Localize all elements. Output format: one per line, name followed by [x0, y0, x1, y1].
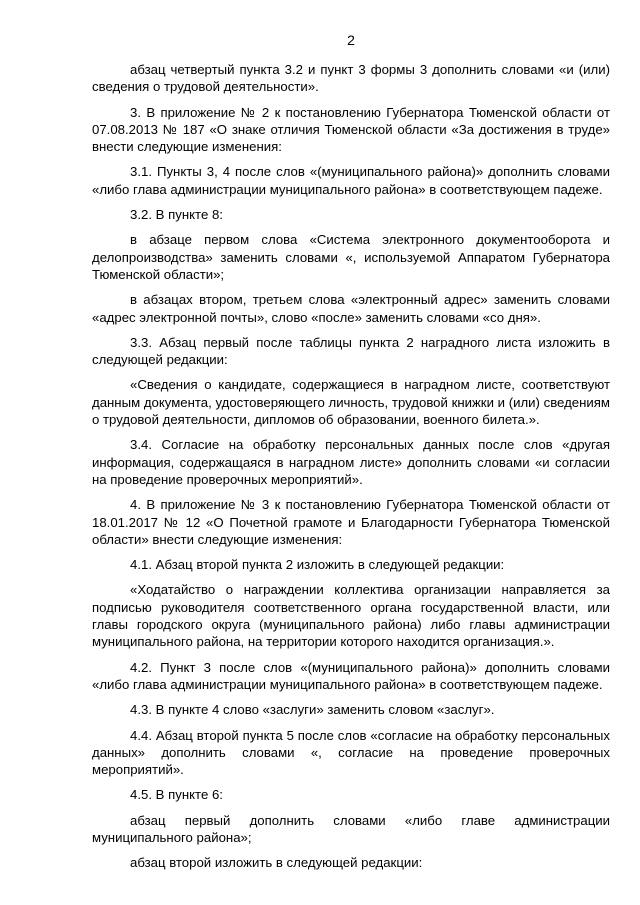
page-number: 2	[347, 32, 355, 48]
paragraph: 3.4. Согласие на обработку персональных данных после слов «другая информация, содержащаяся в наградном листе» дополнить словами «и согласии на проведение проверочных мероприятий».	[92, 437, 610, 487]
paragraph: «Сведения о кандидате, содержащиеся в наградном листе, соответствуют данным документа, удостоверяющего личность, трудовой книжки и (или) сведениям о трудовой деятельности, дипломов об образовании, военного билета.».	[92, 377, 610, 428]
paragraph: 4.5. В пункте 6:	[130, 787, 223, 803]
paragraph: 3.2. В пункте 8:	[130, 207, 223, 223]
paragraph: 3.1. Пункты 3, 4 после слов «(муниципального района)» дополнить словами «либо глава администрации муниципального района» в соответствующем падеже.	[92, 164, 610, 197]
paragraph: 4. В приложение № 3 к постановлению Губернатора Тюменской области от 18.01.2017 № 12 «О Почетной грамоте и Благодарности Губернатора Тюменской области» внести следующие изменения:	[92, 497, 610, 547]
paragraph: абзац первый дополнить словами «либо главе администрации муниципального района»;	[92, 812, 610, 845]
paragraph: в абзаце первом слова «Система электронного документооборота и делопроизводства» заменить словами «, используемой Аппаратом Губернатора Тюменской области»;	[92, 232, 610, 282]
paragraph: 4.2. Пункт 3 после слов «(муниципального района)» дополнить словами «либо глава администрации муниципального района» в соответствующем падеже.	[92, 659, 610, 692]
document-body	[92, 61, 610, 880]
paragraph: абзац четвертый пункта 3.2 и пункт 3 формы 3 дополнить словами «и (или) сведения о трудовой деятельности».	[92, 62, 610, 95]
paragraph: 3.3. Абзац первый после таблицы пункта 2 наградного листа изложить в следующей редакции:	[92, 334, 610, 368]
paragraph: в абзацах втором, третьем слова «электронный адрес» заменить словами «адрес электронной почты», слово «после» заменить словами «со дня».	[92, 292, 610, 325]
paragraph: 3. В приложение № 2 к постановлению Губернатора Тюменской области от 07.08.2013 № 187 «О знаке отличия Тюменской области «За достижения в труде» внести следующие изменения:	[92, 104, 610, 155]
paragraph: 4.1. Абзац второй пункта 2 изложить в следующей редакции:	[130, 557, 505, 573]
paragraph: абзац второй изложить в следующей редакции:	[130, 855, 423, 871]
paragraph: 4.4. Абзац второй пункта 5 после слов «согласие на обработку персональных данных» дополнить словами «, согласие на проведение проверочных мероприятий».	[92, 727, 610, 778]
paragraph: «Ходатайство о награждении коллектива организации направляется за подписью руководителя соответственного органа государственной власти, или главы городского округа (муниципального района) либо главы администрации муниципального района, на территории которого находится организация.».	[92, 582, 610, 650]
paragraph: 4.3. В пункте 4 слово «заслуги» заменить словом «заслуг».	[130, 702, 495, 718]
